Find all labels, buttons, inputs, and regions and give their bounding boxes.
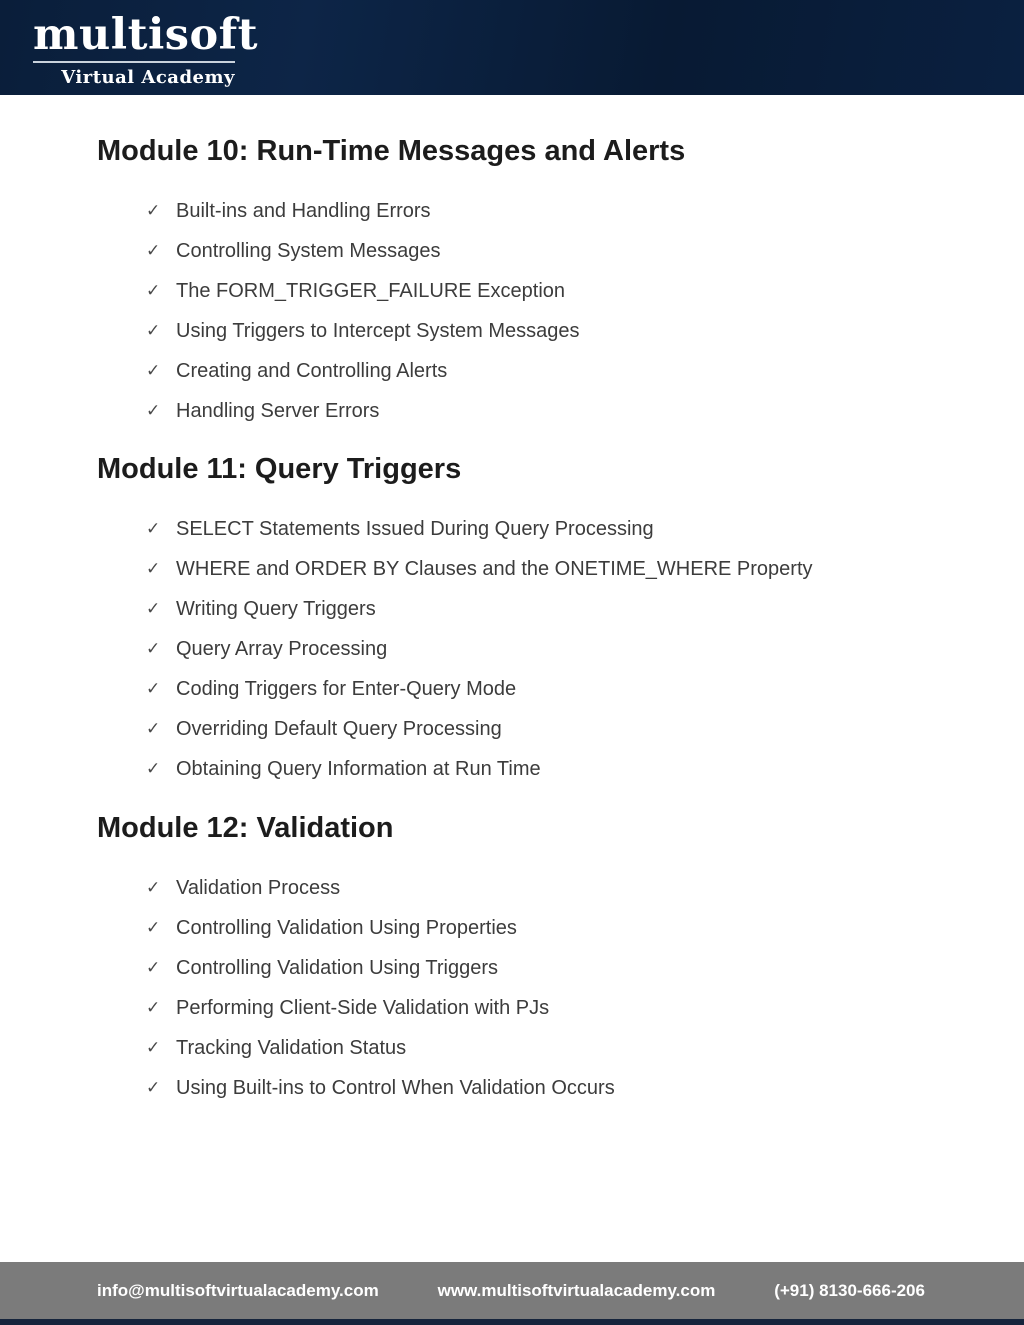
module-section <box>97 452 964 789</box>
footer-accent-strip <box>0 1319 1024 1325</box>
module-item-list <box>146 868 964 1108</box>
list-item-label: Using Triggers to Intercept System Messages <box>176 319 580 342</box>
checkmark-icon: ✓ <box>146 201 161 220</box>
list-item <box>146 509 964 549</box>
checkmark-icon: ✓ <box>146 759 161 778</box>
footer-phone: (+91) 8130-666-206 <box>774 1280 925 1300</box>
module-title: Module 10: Run-Time Messages and Alerts <box>97 135 686 167</box>
list-item-label: Performing Client-Side Validation with PJs <box>176 996 550 1019</box>
list-item <box>146 231 964 271</box>
list-item <box>146 629 964 669</box>
list-item-label: Handling Server Errors <box>176 399 380 422</box>
list-item <box>146 549 964 589</box>
module-item-list <box>146 509 964 789</box>
checkmark-icon: ✓ <box>146 1038 161 1057</box>
list-item <box>146 669 964 709</box>
checkmark-icon: ✓ <box>146 679 161 698</box>
checkmark-icon: ✓ <box>146 639 161 658</box>
list-item-label: Controlling Validation Using Properties <box>176 916 517 939</box>
checkmark-icon: ✓ <box>146 519 161 538</box>
module-section <box>97 134 964 431</box>
list-item-label: Tracking Validation Status <box>176 1036 407 1059</box>
logo-divider <box>33 61 235 63</box>
checkmark-icon: ✓ <box>146 559 161 578</box>
list-item-label: Obtaining Query Information at Run Time <box>176 757 541 780</box>
logo-title: multisoft <box>33 10 259 60</box>
checkmark-icon: ✓ <box>146 281 161 300</box>
checkmark-icon: ✓ <box>146 878 161 897</box>
list-item-label: Validation Process <box>176 876 341 899</box>
checkmark-icon: ✓ <box>146 1078 161 1097</box>
footer-email: info@multisoftvirtualacademy.com <box>97 1280 379 1300</box>
list-item <box>146 191 964 231</box>
list-item-label: Creating and Controlling Alerts <box>176 359 448 382</box>
module-title: Module 12: Validation <box>97 812 394 844</box>
logo-subtitle: Virtual Academy <box>61 67 235 88</box>
checkmark-icon: ✓ <box>146 599 161 618</box>
checkmark-icon: ✓ <box>146 321 161 340</box>
list-item <box>146 868 964 908</box>
header-band <box>0 0 1024 95</box>
checkmark-icon: ✓ <box>146 998 161 1017</box>
footer-bar <box>0 1262 1024 1319</box>
list-item <box>146 1068 964 1108</box>
list-item-label: WHERE and ORDER BY Clauses and the ONETIME_WHERE Property <box>176 557 813 580</box>
list-item-label: SELECT Statements Issued During Query Processing <box>176 517 654 540</box>
list-item <box>146 271 964 311</box>
checkmark-icon: ✓ <box>146 241 161 260</box>
brand-logo <box>33 10 259 88</box>
list-item <box>146 311 964 351</box>
list-item-label: Writing Query Triggers <box>176 597 376 620</box>
module-item-list <box>146 191 964 431</box>
checkmark-icon: ✓ <box>146 958 161 977</box>
module-section <box>97 811 964 1108</box>
list-item-label: Coding Triggers for Enter-Query Mode <box>176 677 517 700</box>
checkmark-icon: ✓ <box>146 401 161 420</box>
checkmark-icon: ✓ <box>146 361 161 380</box>
list-item-label: Controlling System Messages <box>176 239 441 262</box>
list-item <box>146 988 964 1028</box>
list-item-label: The FORM_TRIGGER_FAILURE Exception <box>176 279 566 302</box>
list-item-label: Controlling Validation Using Triggers <box>176 956 499 979</box>
checkmark-icon: ✓ <box>146 918 161 937</box>
list-item <box>146 749 964 789</box>
footer-website: www.multisoftvirtualacademy.com <box>437 1280 716 1300</box>
list-item <box>146 1028 964 1068</box>
module-title: Module 11: Query Triggers <box>97 453 462 485</box>
list-item <box>146 908 964 948</box>
list-item <box>146 948 964 988</box>
list-item <box>146 589 964 629</box>
list-item-label: Overriding Default Query Processing <box>176 717 502 740</box>
course-outline-content <box>0 134 1024 1108</box>
list-item <box>146 351 964 391</box>
list-item <box>146 391 964 431</box>
list-item-label: Using Built-ins to Control When Validation Occurs <box>176 1076 615 1099</box>
list-item <box>146 709 964 749</box>
checkmark-icon: ✓ <box>146 719 161 738</box>
list-item-label: Query Array Processing <box>176 637 388 660</box>
list-item-label: Built-ins and Handling Errors <box>176 199 431 222</box>
